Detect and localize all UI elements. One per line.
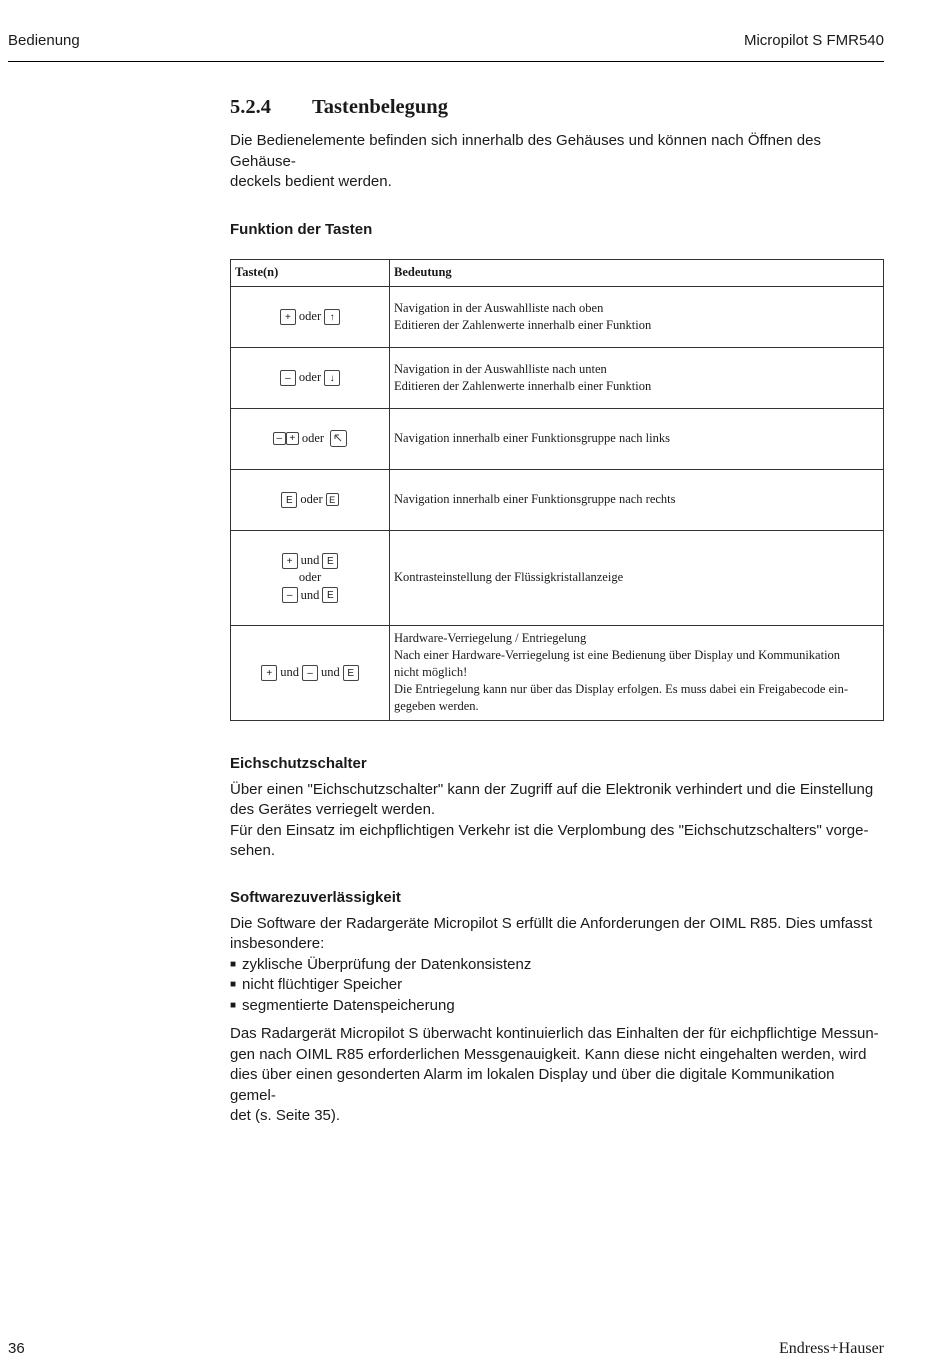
table-row [231,625,884,720]
key-cell: – oder ↓ [231,347,390,408]
intro-paragraph: Die Bedienelemente befinden sich innerhalb des Gehäuses und können nach Öffnen des Gehäuse- deckels bedient werden. [230,132,821,190]
plus-key-icon: + [261,665,277,681]
meaning-cell: Hardware-Verriegelung / Entriegelung Nach einer Hardware-Verriegelung ist eine Bedienung über Display und Kommunikation nicht möglich! Die Entriegelung kann nur über das Display erfolgen. Es muss dabei ein Freigabecode ein- gegeben werden. [390,625,884,720]
arrow-down-key-icon: ↓ [324,370,340,386]
list-item: ■ nicht flüchtiger Speicher [230,975,884,996]
meaning-cell: Kontrasteinstellung der Flüssigkristallanzeige [390,530,884,625]
table-row [231,469,884,530]
arrow-up-key-icon: ↑ [324,309,340,325]
meaning-cell: Navigation innerhalb einer Funktionsgruppe nach links [390,408,884,469]
enter-key-icon: E [281,492,297,508]
plus-key-icon: + [282,553,298,569]
page-number: 36 [8,1340,25,1357]
key-cell: + und E oder – und E [231,530,390,625]
table-row [231,286,884,347]
keys-heading: Funktion der Tasten [230,220,373,238]
meaning-cell: Navigation in der Auswahlliste nach unten Editieren der Zahlenwerte innerhalb einer Funktion [390,347,884,408]
enter-key-icon: E [326,493,339,506]
section-number: 5.2.4 [230,96,271,118]
header-product: Micropilot S FMR540 [743,32,884,49]
list-item: ■ zyklische Überprüfung der Datenkonsistenz [230,955,884,976]
software-paragraph: Die Software der Radargeräte Micropilot S erfüllt die Anforderungen der OIML R85. Dies umfasst insbesondere: [230,914,873,952]
section-title-text: Tastenbelegung [312,96,448,118]
plus-key-icon: + [286,432,299,445]
minus-key-icon: – [302,665,318,681]
section-title [230,96,884,119]
table-header-row [231,259,884,286]
table-row [231,408,884,469]
software-bullets [230,955,884,1017]
enter-key-icon: E [322,587,338,603]
main-content [230,96,884,1127]
minus-key-icon: – [282,587,298,603]
enter-key-icon: E [343,665,359,681]
plus-key-icon: + [280,309,296,325]
minus-key-icon: – [280,370,296,386]
software-heading: Softwarezuverlässigkeit [230,888,401,906]
col-keys-header: Taste(n) [231,259,390,286]
minus-key-icon: – [273,432,286,445]
key-cell: – + oder [231,408,390,469]
table-row [231,347,884,408]
software-paragraph-2: Das Radargerät Micropilot S überwacht kontinuierlich das Einhalten der für eichpflichtige Messun- gen nach OIML R85 erforderlichen Messgenauigkeit. Kann diese nicht eingehalten werden, wird dies über einen gesonderten Alarm im lokalen Display und über die digitale Kommunikation gemel- det (s. Seite 35). [230,1025,879,1124]
key-cell: + und – und E [231,625,390,720]
page-header [8,32,884,62]
meaning-cell: Navigation in der Auswahlliste nach oben Editieren der Zahlenwerte innerhalb einer Funktion [390,286,884,347]
brand-name: Endress+Hauser [779,1340,884,1357]
escape-key-icon [330,430,347,447]
table-row [231,530,884,625]
eich-paragraph: Über einen "Eichschutzschalter" kann der Zugriff auf die Elektronik verhindert und die Einstellung des Gerätes verriegelt werden. Für den Einsatz im eichpflichtigen Verkehr ist die Verplombung des "Eichschutzschalters" vorge- sehen. [230,780,874,859]
keys-table [230,259,884,721]
header-section: Bedienung [8,32,80,49]
col-meaning-header: Bedeutung [390,259,884,286]
meaning-cell: Navigation innerhalb einer Funktionsgruppe nach rechts [390,469,884,530]
enter-key-icon: E [322,553,338,569]
eich-heading: Eichschutzschalter [230,754,367,772]
list-item: ■ segmentierte Datenspeicherung [230,996,884,1017]
key-cell: E oder E [231,469,390,530]
key-cell: + oder ↑ [231,286,390,347]
